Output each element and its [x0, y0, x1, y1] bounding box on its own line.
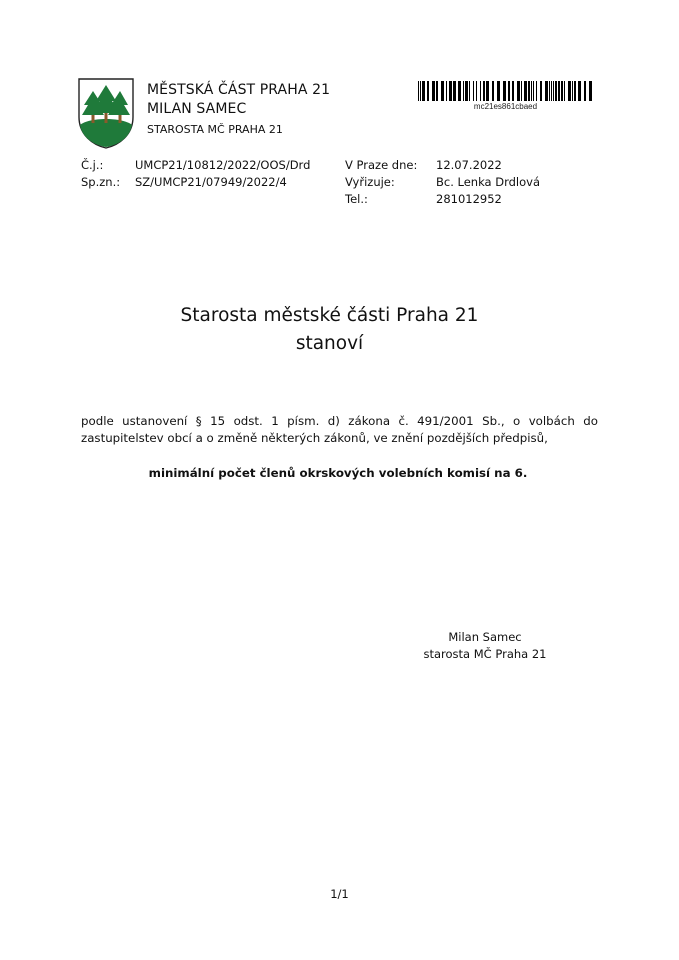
signature-name: Milan Samec — [448, 630, 522, 644]
handler-value: Bc. Lenka Drdlová — [436, 175, 541, 189]
organization-header — [147, 81, 330, 119]
date-label: V Praze dne: — [345, 158, 418, 172]
meta-values-left — [135, 157, 310, 191]
document-subtitle: stanoví — [295, 333, 364, 354]
decision-statement: minimální počet členů okrskových volebních komisí na 6. — [148, 466, 528, 480]
spzn-label: Sp.zn.: — [81, 175, 121, 189]
signature-role: starosta MČ Praha 21 — [423, 647, 547, 661]
meta-values-right — [436, 157, 540, 208]
org-name: MĚSTSKÁ ČÁST PRAHA 21 — [147, 82, 331, 98]
barcode-text: mc21es861cbaed — [473, 102, 538, 111]
date-value: 12.07.2022 — [436, 158, 502, 172]
tel-label: Tel.: — [345, 192, 368, 206]
cj-value: UMCP21/10812/2022/OOS/Drd — [135, 158, 311, 172]
person-name: MILAN SAMEC — [147, 101, 247, 117]
cj-label: Č.j.: — [81, 158, 104, 172]
legal-basis-paragraph: podle ustanovení § 15 odst. 1 písm. d) zákona č. 491/2001 Sb., o volbách do zastupitelstev obcí a o změně některých zákonů, ve znění pozdějších předpisů, — [81, 414, 598, 445]
coat-of-arms-logo — [77, 77, 135, 149]
tel-value: 281012952 — [436, 192, 502, 206]
document-title: Starosta městské části Praha 21 — [180, 305, 479, 326]
person-title: STAROSTA MČ PRAHA 21 — [147, 123, 283, 136]
page-number: 1/1 — [330, 887, 349, 901]
spzn-value: SZ/UMCP21/07949/2022/4 — [135, 175, 287, 189]
handler-label: Vyřizuje: — [345, 175, 395, 189]
meta-labels-left — [81, 157, 120, 191]
document-barcode — [418, 81, 593, 101]
meta-labels-right — [345, 157, 417, 208]
